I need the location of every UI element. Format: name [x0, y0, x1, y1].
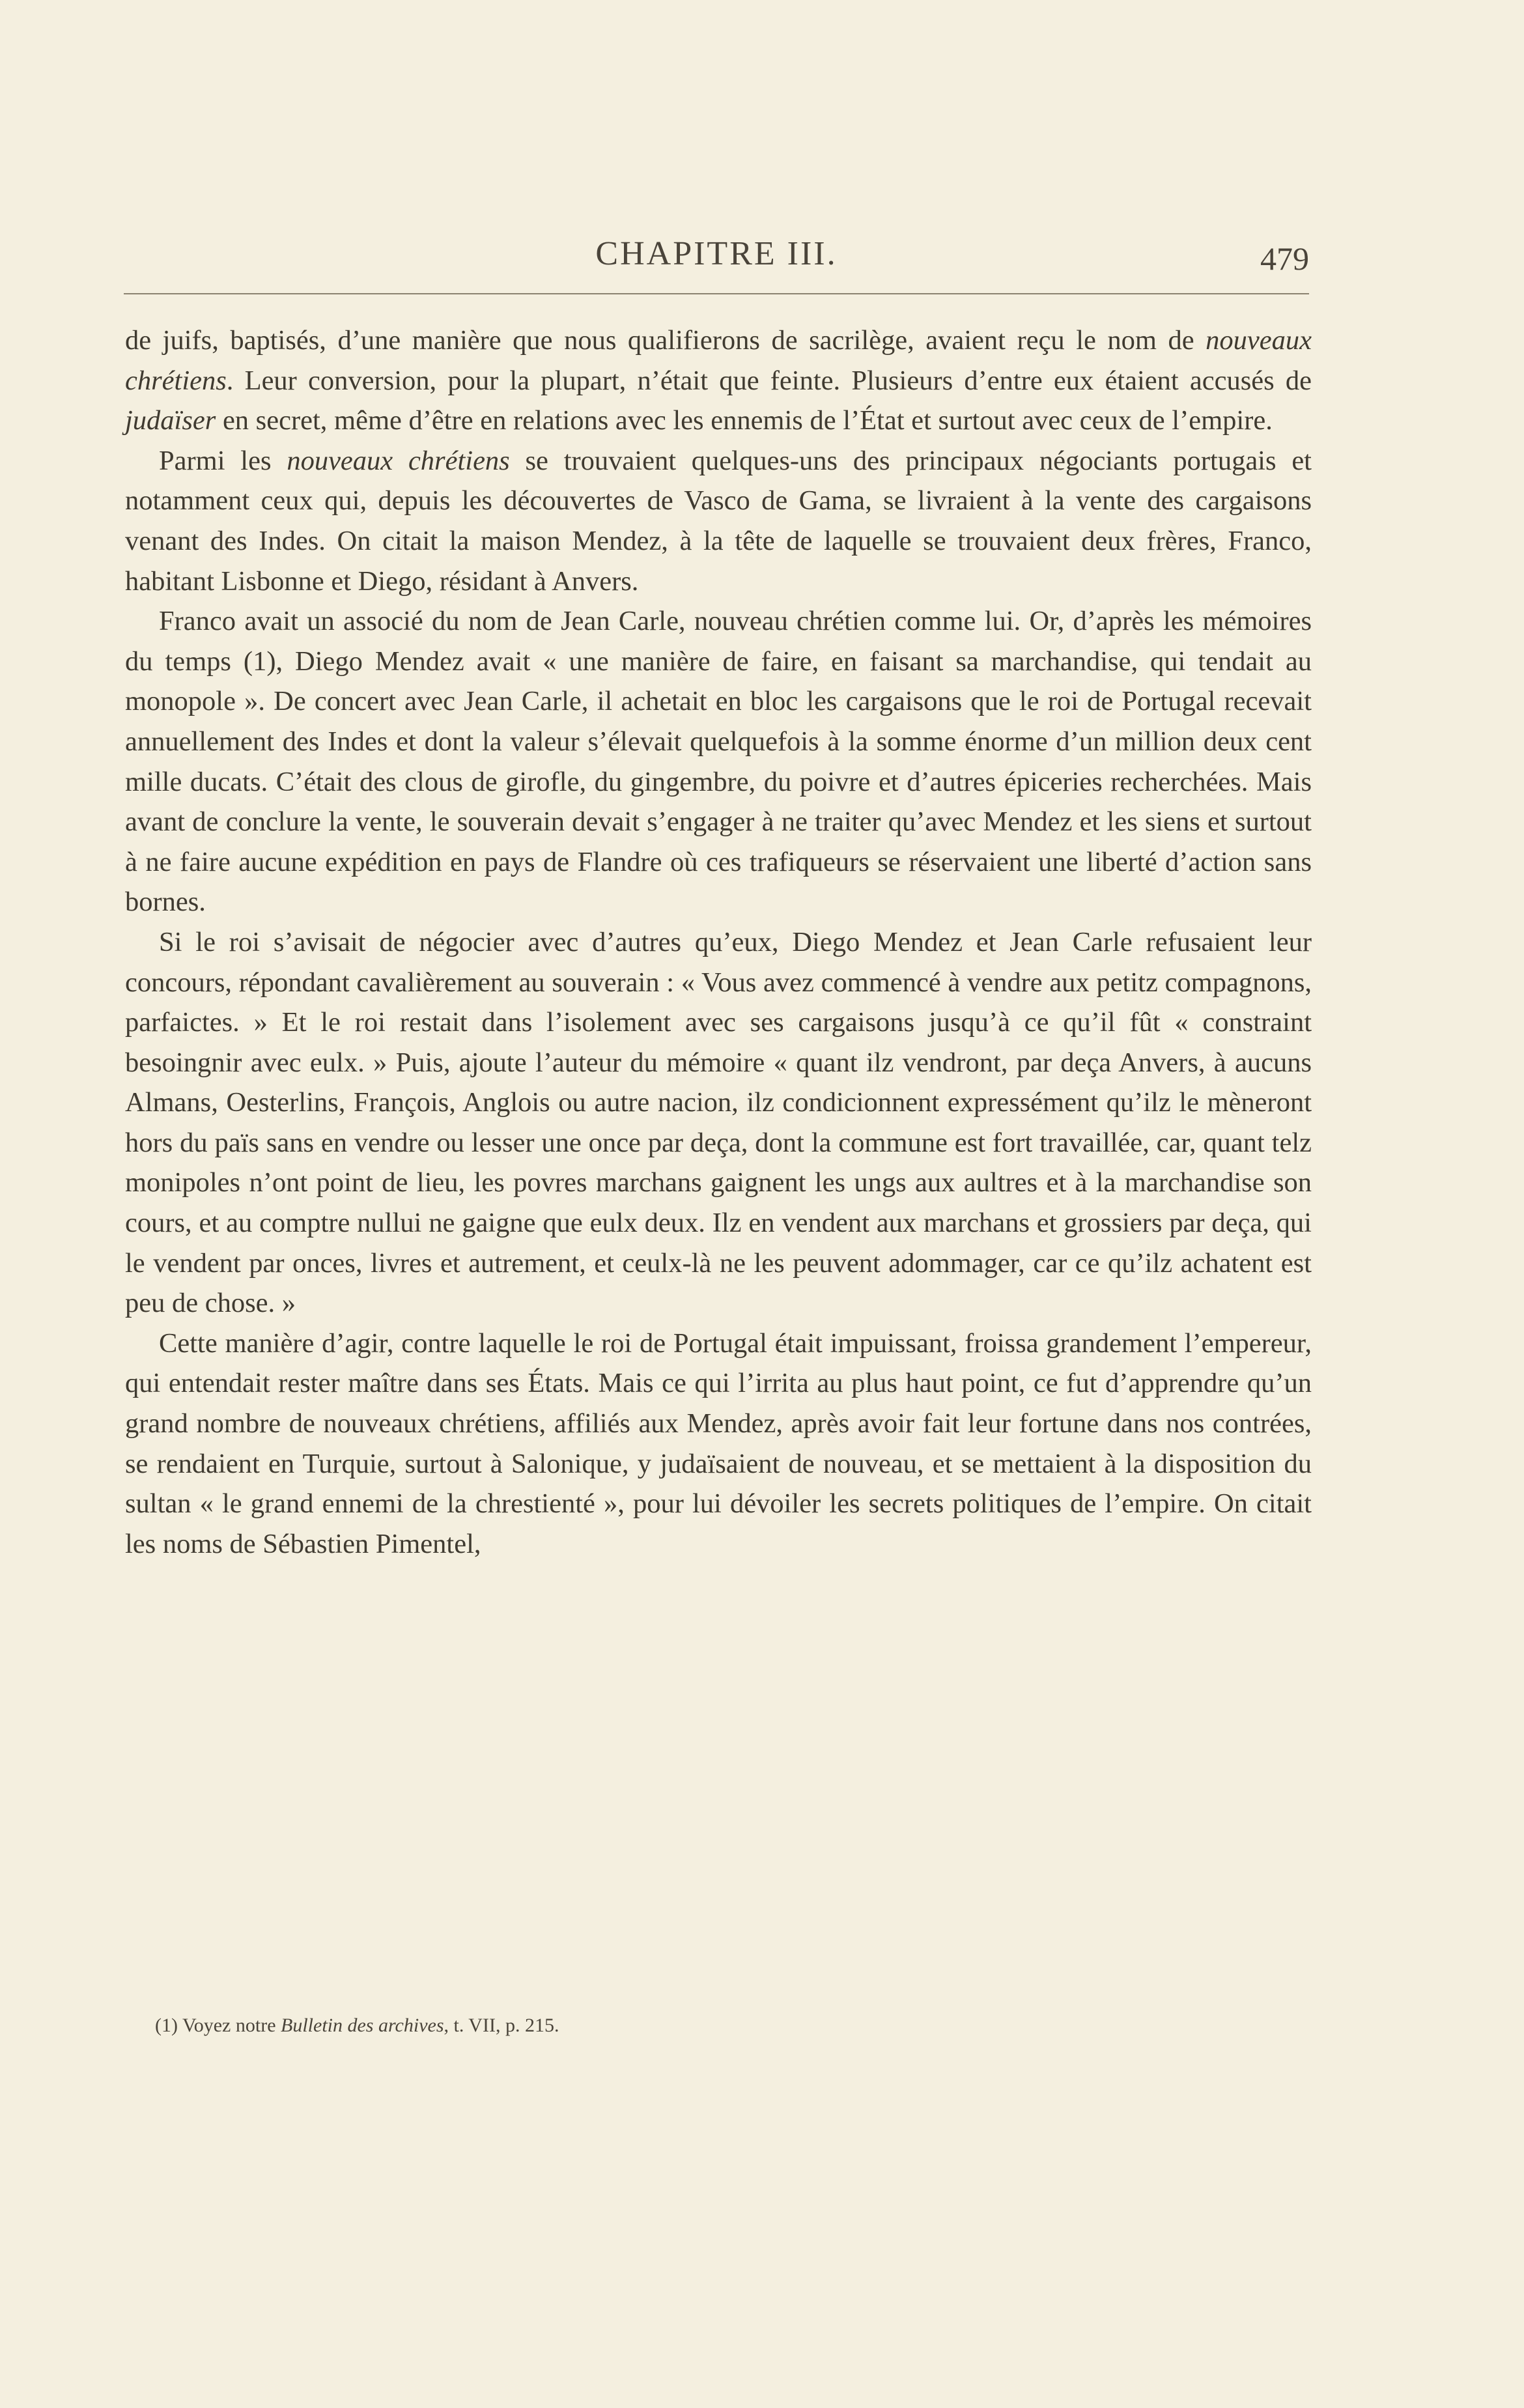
text-run: . Leur conversion, pour la plupart, n’était que feinte. Plusieurs d’entre eux étaient accusés de	[226, 365, 1312, 396]
text-run: de juifs, baptisés, d’une manière que nous qualifierons de sacrilège, avaient reçu le nom de	[125, 325, 1206, 356]
paragraph: Si le roi s’avisait de négocier avec d’autres qu’eux, Diego Mendez et Jean Carle refusaient leur concours, répondant cavalièrement au souverain : « Vous avez commencé à vendre aux petitz compagnons, parfaictes. » Et le roi restait dans l’isolement avec ses cargaisons jusqu’à ce qu’il fût « constraint besoingnir avec eulx. » Puis, ajoute l’auteur du mémoire « quant ilz vendront, par deça Anvers, à aucuns Almans, Oesterlins, François, Anglois ou autre nacion, ilz condicionnent expressément qu’ilz le mèneront hors du païs sans en vendre ou lesser une once par deça, dont la commune est fort travaillée, car, quant telz monipoles n’ont point de lieu, les povres marchans gaignent les ungs aux aultres et à la marchandise son cours, et au comptre nullui ne gaigne que eulx deux. Ilz en vendent aux marchans et grossiers par deça, qui le vendent par onces, livres et autrement, et ceulx-là ne les peuvent adommager, car ce qu’ilz achatent est peu de chose. »	[125, 926, 1312, 1319]
paragraph	[125, 441, 1312, 601]
footnote-text: Voyez notre	[177, 2015, 281, 2036]
paragraph	[125, 320, 1312, 441]
text-run: Parmi les	[159, 445, 287, 476]
paragraph: Franco avait un associé du nom de Jean Carle, nouveau chrétien comme lui. Or, d’après les mémoires du temps (1), Diego Mendez avait « une manière de faire, en faisant sa marchandise, qui tendait au monopole ». De concert avec Jean Carle, il achetait en bloc les cargaisons que le roi de Portugal recevait annuellement des Indes et dont la valeur s’élevait quelquefois à la somme énorme d’un million deux cent mille ducats. C’était des clous de girofle, du gingembre, du poivre et d’autres épiceries recherchées. Mais avant de conclure la vente, le souverain devait s’engager à ne traiter qu’avec Mendez et les siens et surtout à ne faire aucune expédition en pays de Flandre où ces trafiqueurs se réservaient une liberté d’action sans bornes.	[125, 606, 1312, 918]
italic-term: nouveaux chrétiens	[287, 445, 510, 476]
running-title: CHAPITRE III.	[595, 235, 838, 272]
page-header	[124, 221, 1309, 293]
text-run: en secret, même d’être en relations avec les ennemis de l’État et surtout avec ceux de l’empire.	[216, 405, 1273, 436]
footnote	[155, 2013, 1262, 2039]
paragraph: Cette manière d’agir, contre laquelle le roi de Portugal était impuissant, froissa grandement l’empereur, qui entendait rester maître dans ses États. Mais ce qui l’irrita au plus haut point, ce fut d’apprendre qu’un grand nombre de nouveaux chrétiens, affiliés aux Mendez, après avoir fait leur fortune dans nos contrées, se rendaient en Turquie, surtout à Salonique, y judaïsaient de nouveau, et se mettaient à la disposition du sultan « le grand ennemi de la chrestienté », pour lui dévoiler les secrets politiques de l’empire. On citait les noms de Sébastien Pimentel,	[125, 1327, 1312, 1559]
page-number: 479	[1260, 240, 1309, 277]
italic-term: nouveaux chrétiens	[125, 325, 1312, 396]
footnote-text: , t. VII, p. 215.	[444, 2015, 559, 2036]
footnote-title: Bulletin des archives	[281, 2015, 444, 2036]
text-run: se trouvaient quelques-uns des principaux négociants portugais et notamment ceux qui, depuis les découvertes de Vasco de Gama, se livraient à la vente des cargaisons venant des Indes. On citait la maison Mendez, à la tête de laquelle se trouvaient deux frères, Franco, habitant Lisbonne et Diego, résidant à Anvers.	[125, 445, 1312, 597]
italic-term: judaïser	[125, 405, 216, 436]
header-rule	[124, 293, 1309, 294]
footnote-marker: (1)	[155, 2015, 178, 2036]
body-text	[125, 320, 1312, 1564]
